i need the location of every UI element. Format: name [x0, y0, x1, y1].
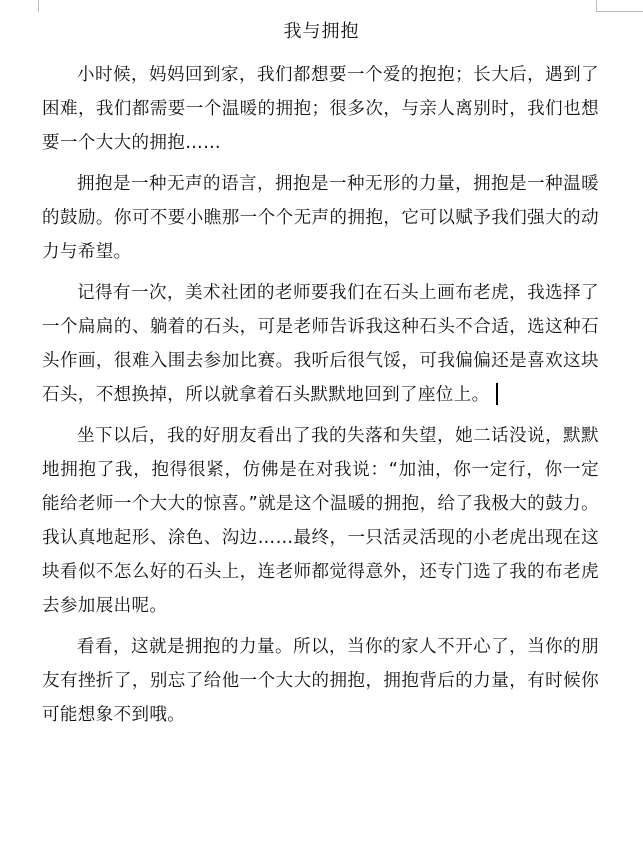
document-body[interactable]: [42, 58, 599, 739]
paragraph-1[interactable]: 小时候，妈妈回到家，我们都想要一个爱的抱抱；长大后，遇到了困难，我们都需要一个温暖的拥抱；很多次，与亲人离别时，我们也想要一个大大的拥抱……: [42, 65, 599, 153]
crop-mark-top-right-horizontal: [596, 11, 643, 12]
paragraph-5[interactable]: 看看，这就是拥抱的力量。所以，当你的家人不开心了，当你的朋友有挫折了，别忘了给他一个大大的拥抱，拥抱背后的力量，有时候你可能想象不到哦。: [42, 637, 599, 725]
document-title[interactable]: 我与拥抱: [283, 21, 360, 42]
text-cursor: [496, 383, 498, 405]
paragraph-4[interactable]: 坐下以后，我的好朋友看出了我的失落和失望，她二话没说，默默地拥抱了我，抱得很紧，仿佛是在对我说：“加油，你一定行，你一定能给老师一个大大的惊喜。”就是这个温暖的拥抱，给了我极大的鼓力。我认真地起形、涂色、沟边……最终，一只活灵活现的小老虎出现在这块看似不怎么好的石头上，连老师都觉得意外，还专门选了我的布老虎去参加展出呢。: [42, 426, 599, 616]
paragraph-2[interactable]: 拥抱是一种无声的语言，拥抱是一种无形的力量，拥抱是一种温暖的鼓励。你可不要小瞧那一个个无声的拥抱，它可以赋予我们强大的动力与希望。: [42, 174, 599, 262]
paragraph-3-text[interactable]: 记得有一次，美术社团的老师要我们在石头上画布老虎，我选择了一个扁扁的、躺着的石头，可是老师告诉我这种石头不合适，选这种石头作画，很难入围去参加比赛。我听后很气馁，可我偏偏还是喜欢这块石头，不想换掉，所以就拿着石头默默地回到了座位上。: [42, 283, 599, 405]
paragraph-3[interactable]: [42, 276, 599, 412]
crop-mark-top-left: [38, 0, 39, 12]
